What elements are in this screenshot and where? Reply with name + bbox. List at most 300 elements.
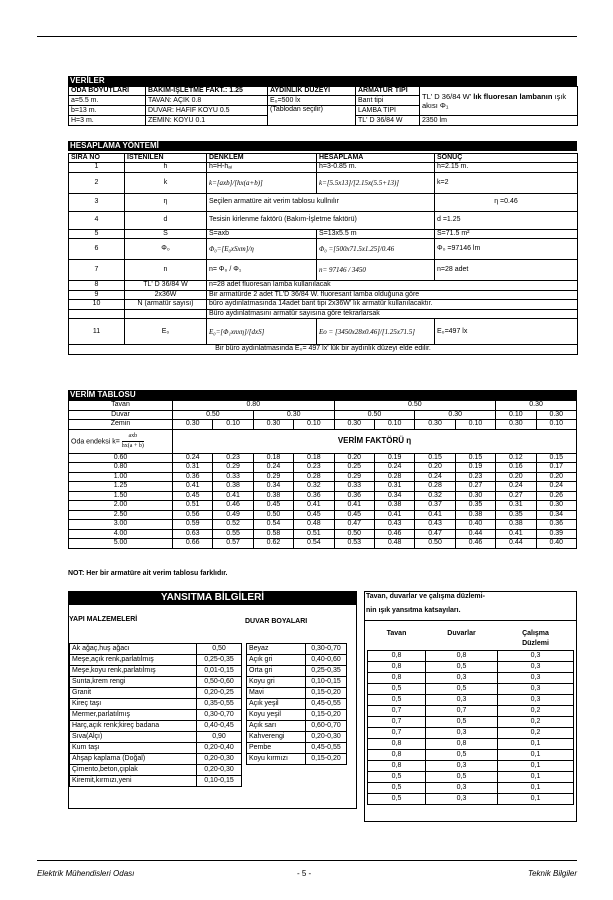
top-rule	[37, 36, 577, 37]
yapi-row	[70, 710, 242, 721]
eta-value: 0.45	[253, 501, 293, 511]
paint-value: 0,15-0,20	[306, 710, 347, 721]
row-no: 11	[69, 319, 125, 345]
hesaplama-title: HESAPLAMA YÖNTEMİ	[68, 141, 577, 151]
hesaplama-table	[68, 153, 578, 355]
material-name: Ahşap kaplama (Doğal)	[70, 754, 197, 765]
katsayi-header: Çalışma	[522, 629, 549, 637]
eta-value: 0.41	[334, 501, 374, 511]
eta-value: 0.49	[213, 510, 253, 520]
katsayi-header: Tavan	[386, 629, 407, 637]
katsayi-value: 0,8	[426, 738, 498, 749]
material-name: Ak ağaç,huş ağacı	[70, 644, 197, 655]
paint-name: Mavi	[247, 688, 306, 699]
material-name: Meşe,koyu renk,parlatılmış	[70, 666, 197, 677]
veriler-title: VERİLER	[68, 76, 577, 86]
eta-value: 0.41	[415, 510, 455, 520]
eta-value: 0.34	[536, 510, 576, 520]
eta-value: 0.33	[334, 482, 374, 492]
room-h: H=3 m.	[69, 116, 146, 126]
katsayi-value: 0,5	[368, 771, 426, 782]
material-name: Kum taşı	[70, 743, 197, 754]
eta-value: 0.44	[496, 539, 536, 549]
row-equation: Seçilen armatüre ait verim tablosu kullnılır	[207, 193, 435, 211]
zemin-value: 0.10	[455, 420, 495, 430]
material-value: 0,20-0,25	[197, 688, 242, 699]
material-value: 0,90	[197, 732, 242, 743]
row-equation: Φ₀=[E₀xSxm]/η	[207, 239, 317, 260]
katsayi-value: 0,1	[498, 738, 574, 749]
katsayi-value: 0,1	[498, 793, 574, 804]
katsayi-row	[368, 650, 574, 661]
katsayi-value: 0,8	[426, 650, 498, 661]
eta-value: 0.53	[334, 539, 374, 549]
row-no: 2	[69, 172, 125, 193]
paint-name: Orta gri	[247, 666, 306, 677]
eta-value: 0.26	[536, 491, 576, 501]
katsayi-value: 0,5	[368, 694, 426, 705]
eta-value: 0.51	[294, 529, 334, 539]
verim-table	[68, 400, 577, 549]
duvar-value: 0.30	[253, 410, 334, 420]
summary-text: Bir büro aydınlatmasında E₀= 497 lx' lük bir aydınlık düzeyi elde edilir.	[69, 345, 578, 355]
row-calc: Eo = [3450x28x0.46]/[1.25x71.5]	[317, 319, 435, 345]
row-result: E₀=497 lx	[435, 319, 578, 345]
eta-value: 0.50	[334, 529, 374, 539]
eta-value: 0.28	[415, 482, 455, 492]
paint-name: Koyu gri	[247, 677, 306, 688]
verim-row	[69, 510, 577, 520]
material-name: Çimento,beton,çıplak	[70, 765, 197, 776]
lamp-type-label: LAMBA TİPİ	[356, 106, 420, 116]
eta-value: 0.24	[374, 463, 414, 473]
katsayi-value: 0,5	[368, 793, 426, 804]
paint-value: 0,40-0,60	[306, 655, 347, 666]
katsayi-row	[368, 694, 574, 705]
eta-value: 0.30	[536, 501, 576, 511]
paint-name: Açık gri	[247, 655, 306, 666]
katsayi-value: 0,3	[426, 694, 498, 705]
katsayi-row	[368, 749, 574, 760]
zemin-value: 0.30	[173, 420, 213, 430]
row-item: η	[125, 193, 207, 211]
yapi-row	[70, 655, 242, 666]
zemin-value: 0.10	[294, 420, 334, 430]
hes-header: SONUÇ	[435, 154, 578, 163]
katsayi-title-2: nin ışık yansıtma katsayıları.	[366, 607, 461, 614]
row-equation: n=28 adet fluoresan lamba kullanılacak	[207, 281, 578, 291]
verim-row	[69, 529, 577, 539]
paint-value: 0,25-0,35	[306, 666, 347, 677]
hes-header: HESAPLAMA	[317, 154, 435, 163]
row-item: E₀	[125, 319, 207, 345]
eta-value: 0.40	[455, 520, 495, 530]
paint-value: 0,60-0,70	[306, 721, 347, 732]
k-value: 4.00	[69, 529, 173, 539]
paint-value: 0,30-0,70	[306, 644, 347, 655]
row-result: n=28 adet	[435, 260, 578, 281]
eta-value: 0.17	[536, 463, 576, 473]
row-no: 1	[69, 163, 125, 173]
katsayi-value: 0,7	[368, 727, 426, 738]
paint-name: Koyu kırmızı	[247, 754, 306, 765]
eta-value: 0.48	[294, 520, 334, 530]
tavan-value: 0.50	[334, 401, 496, 411]
row-calc: k=[5.5x13]/[2.15x(5.5+13)]	[317, 172, 435, 193]
eta-value: 0.24	[496, 482, 536, 492]
eta-value: 0.38	[213, 482, 253, 492]
eta-value: 0.63	[173, 529, 213, 539]
eta-value: 0.23	[213, 453, 253, 463]
row-item: h	[125, 163, 207, 173]
katsayi-header-blank	[368, 639, 426, 650]
bottom-rule	[37, 860, 577, 861]
k-value: 1.25	[69, 482, 173, 492]
boya-row	[247, 732, 347, 743]
yapi-row	[70, 666, 242, 677]
katsayi-row	[368, 661, 574, 672]
verim-row	[69, 453, 577, 463]
duvar-value: 0.50	[334, 410, 415, 420]
verim-faktor-label: VERİM FAKTÖRÜ η	[173, 429, 577, 453]
katsayi-value: 0,3	[498, 683, 574, 694]
katsayi-row	[368, 738, 574, 749]
duvar-label: Duvar	[69, 410, 173, 420]
yapi-row	[70, 677, 242, 688]
eta-value: 0.28	[294, 472, 334, 482]
eta-value: 0.36	[536, 520, 576, 530]
room-a: a=5.5 m.	[69, 96, 146, 106]
yapi-row	[70, 688, 242, 699]
eta-value: 0.27	[455, 482, 495, 492]
tavan-value: 0.80	[173, 401, 335, 411]
eta-value: 0.24	[415, 472, 455, 482]
katsayi-value: 0,5	[426, 683, 498, 694]
oda-den: hx(a + b)	[121, 442, 144, 449]
eta-value: 0.30	[455, 491, 495, 501]
veriler-header: ODA BOYUTLARI	[69, 87, 146, 96]
eta-value: 0.41	[374, 510, 414, 520]
katsayi-value: 0,3	[498, 694, 574, 705]
boya-row	[247, 743, 347, 754]
veriler-table	[68, 86, 578, 126]
yapi-row	[70, 754, 242, 765]
paint-name: Pembe	[247, 743, 306, 754]
row-item: N (armatür sayısı)	[125, 300, 207, 310]
oda-label: Oda endeksi k=	[71, 437, 120, 445]
eta-value: 0.37	[415, 501, 455, 511]
eta-value: 0.45	[294, 510, 334, 520]
eta-value: 0.54	[294, 539, 334, 549]
katsayi-table	[367, 628, 574, 805]
eta-value: 0.19	[374, 453, 414, 463]
row-no: 10	[69, 300, 125, 310]
eta-value: 0.44	[455, 529, 495, 539]
katsayi-value: 0,5	[368, 782, 426, 793]
lamp-type: TL' D 36/84 W	[356, 116, 420, 126]
row-calc: Φ₀ =[500x71.5x1.25]/0.46	[317, 239, 435, 260]
k-value: 5.00	[69, 539, 173, 549]
katsayi-value: 0,3	[498, 661, 574, 672]
row-result: k=2	[435, 172, 578, 193]
boya-row	[247, 677, 347, 688]
material-name: Sunta,krem rengi	[70, 677, 197, 688]
katsayi-row	[368, 705, 574, 716]
boya-table	[246, 643, 347, 765]
material-value: 0,35-0,55	[197, 699, 242, 710]
hes-header: DENKLEM	[207, 154, 317, 163]
eta-value: 0.28	[374, 472, 414, 482]
eta-value: 0.15	[415, 453, 455, 463]
verim-row	[69, 491, 577, 501]
zemin-value: 0.30	[496, 420, 536, 430]
row-equation: büro aydınlatmasında 14adet bant tipi 2x36W' lık armatür kullanılacaktır.	[207, 300, 578, 310]
eta-value: 0.43	[374, 520, 414, 530]
katsayi-row	[368, 716, 574, 727]
row-item: TL' D 36/84 W	[125, 281, 207, 291]
eta-value: 0.46	[374, 529, 414, 539]
eta-value: 0.31	[374, 482, 414, 492]
paint-value: 0,10-0,15	[306, 677, 347, 688]
lamp-flux: 2350 lm	[420, 116, 578, 126]
eta-value: 0.58	[253, 529, 293, 539]
k-value: 1.00	[69, 472, 173, 482]
k-value: 2.00	[69, 501, 173, 511]
eta-value: 0.36	[334, 491, 374, 501]
boya-row	[247, 644, 347, 655]
katsayi-value: 0,5	[426, 771, 498, 782]
boya-row	[247, 688, 347, 699]
row-result: Φ₀ =97146 lm	[435, 239, 578, 260]
material-value: 0,50	[197, 644, 242, 655]
eta-value: 0.41	[496, 529, 536, 539]
material-name: Harç,açık renk;kireç badana	[70, 721, 197, 732]
eta-value: 0.50	[415, 539, 455, 549]
eta-value: 0.38	[253, 491, 293, 501]
eta-value: 0.46	[455, 539, 495, 549]
duvar-value: 0.30	[415, 410, 496, 420]
verim-row	[69, 501, 577, 511]
material-value: 0,30-0,70	[197, 710, 242, 721]
oda-num: axb	[122, 432, 144, 442]
eta-value: 0.38	[496, 520, 536, 530]
katsayi-rule	[364, 620, 577, 621]
boya-row	[247, 666, 347, 677]
katsayi-value: 0,5	[426, 749, 498, 760]
row-equation: Bir armatürde 2 adet TL'D 36/84 W. fluoresant lamba olduğuna göre	[207, 290, 578, 300]
tavan-value: 0.30	[496, 401, 577, 411]
eta-value: 0.29	[334, 472, 374, 482]
eta-value: 0.43	[415, 520, 455, 530]
katsayi-row	[368, 771, 574, 782]
paint-value: 0,15-0,20	[306, 754, 347, 765]
verim-body	[69, 453, 577, 548]
katsayi-value: 0,8	[368, 661, 426, 672]
eta-value: 0.25	[334, 463, 374, 473]
katsayi-header: Düzlemi	[522, 640, 549, 648]
eta-value: 0.39	[536, 529, 576, 539]
row-equation: S=axb	[207, 229, 317, 239]
material-name: Kireç taşı	[70, 699, 197, 710]
eta-value: 0.20	[496, 472, 536, 482]
material-name: Meşe,açık renk,parlatılmış	[70, 655, 197, 666]
zemin-value: 0.10	[374, 420, 414, 430]
eta-value: 0.45	[334, 510, 374, 520]
k-value: 0.60	[69, 453, 173, 463]
katsayi-row	[368, 760, 574, 771]
material-value: 0,20-0,40	[197, 743, 242, 754]
eta-value: 0.38	[455, 510, 495, 520]
boya-row	[247, 754, 347, 765]
eta-value: 0.19	[455, 463, 495, 473]
row-item: k	[125, 172, 207, 193]
katsayi-value: 0,8	[368, 760, 426, 771]
paint-name: Koyu yeşil	[247, 710, 306, 721]
zemin-label: Zemin	[69, 420, 173, 430]
eta-value: 0.66	[173, 539, 213, 549]
row-result: η =0.46	[435, 193, 578, 211]
eta-value: 0.59	[173, 520, 213, 530]
katsayi-header-blank	[426, 639, 498, 650]
duvar-value: 0.30	[536, 410, 576, 420]
material-name: Kiremit,kırmızı,yeni	[70, 776, 197, 787]
eta-value: 0.35	[496, 510, 536, 520]
katsayi-value: 0,2	[498, 727, 574, 738]
verim-row	[69, 463, 577, 473]
row-equation: h=H-hₐᵢ	[207, 163, 317, 173]
katsayi-value: 0,1	[498, 782, 574, 793]
katsayi-row	[368, 793, 574, 804]
footer-right: Teknik Bilgiler	[527, 869, 577, 878]
yapi-row	[70, 765, 242, 776]
k-value: 1.50	[69, 491, 173, 501]
eta-value: 0.50	[253, 510, 293, 520]
material-name: Granit	[70, 688, 197, 699]
verim-row	[69, 539, 577, 549]
boya-row	[247, 710, 347, 721]
eta-value: 0.33	[213, 472, 253, 482]
eta-value: 0.55	[213, 529, 253, 539]
row-item: n	[125, 260, 207, 281]
katsayi-row	[368, 683, 574, 694]
katsayi-value: 0,5	[368, 683, 426, 694]
row-no: 3	[69, 193, 125, 211]
katsayi-value: 0,1	[498, 749, 574, 760]
fixture-type: Bant tipi	[356, 96, 420, 106]
illuminance: E₀=500 lx	[268, 96, 356, 106]
material-value: 0,40-0,45	[197, 721, 242, 732]
eta-value: 0.36	[173, 472, 213, 482]
eta-value: 0.32	[415, 491, 455, 501]
katsayi-value: 0,2	[498, 705, 574, 716]
eta-value: 0.57	[213, 539, 253, 549]
paint-value: 0,45-0,55	[306, 699, 347, 710]
zemin-value: 0.10	[213, 420, 253, 430]
paint-value: 0,15-0,20	[306, 688, 347, 699]
katsayi-value: 0,1	[498, 760, 574, 771]
eta-value: 0.45	[173, 491, 213, 501]
row-no: 7	[69, 260, 125, 281]
paint-name: Açık sarı	[247, 721, 306, 732]
paint-value: 0,20-0,30	[306, 732, 347, 743]
footer-left: Elektrik Mühendisleri Odası	[37, 869, 135, 878]
row-item	[125, 309, 207, 319]
katsayi-value: 0,7	[426, 705, 498, 716]
eta-value: 0.52	[213, 520, 253, 530]
yapi-row	[70, 644, 242, 655]
eta-value: 0.31	[496, 501, 536, 511]
eta-value: 0.62	[253, 539, 293, 549]
katsayi-value: 0,8	[368, 650, 426, 661]
paint-value: 0,45-0,55	[306, 743, 347, 754]
yapi-table	[69, 643, 242, 787]
eta-value: 0.48	[374, 539, 414, 549]
veriler-header: AYDINLIK DÜZEYİ	[268, 87, 356, 96]
yansitma-title: YANSITMA BİLGİLERİ	[68, 591, 357, 605]
row-equation: Tesisin kirlenme faktörü (Bakım-İşletme faktörü)	[207, 211, 435, 229]
material-value: 0,25-0,35	[197, 655, 242, 666]
eta-value: 0.34	[374, 491, 414, 501]
eta-value: 0.41	[213, 491, 253, 501]
katsayi-title-1: Tavan, duvarlar ve çalışma düzlemi-	[366, 593, 485, 600]
room-b: b=13 m.	[69, 106, 146, 116]
row-equation: E₀=[Φ₁xnxη]/[dxS]	[207, 319, 317, 345]
zemin-value: 0.30	[334, 420, 374, 430]
row-calc: h=3-0.85 m.	[317, 163, 435, 173]
material-name: Mermer,parlatılmış	[70, 710, 197, 721]
eta-value: 0.35	[455, 501, 495, 511]
material-value: 0,01-0,15	[197, 666, 242, 677]
verim-note: NOT: Her bir armatüre ait verim tablosu farklıdır.	[68, 570, 228, 577]
yapi-header: YAPI MALZEMELERİ	[69, 616, 138, 623]
paint-name: Açık yeşil	[247, 699, 306, 710]
row-no: 8	[69, 281, 125, 291]
eta-value: 0.41	[173, 482, 213, 492]
hes-header: SIRA NO	[69, 154, 125, 163]
eta-value: 0.27	[496, 491, 536, 501]
verim-row	[69, 472, 577, 482]
katsayi-value: 0,3	[498, 672, 574, 683]
katsayi-value: 0,3	[426, 782, 498, 793]
yapi-row	[70, 732, 242, 743]
paint-name: Kahverengi	[247, 732, 306, 743]
eta-value: 0.20	[415, 463, 455, 473]
row-calc: S=13x5.5 m	[317, 229, 435, 239]
k-value: 3.00	[69, 520, 173, 530]
wall-factor: DUVAR: HAFİF KOYU 0.5	[146, 106, 268, 116]
eta-value: 0.34	[253, 482, 293, 492]
eta-value: 0.12	[496, 453, 536, 463]
katsayi-value: 0,5	[426, 716, 498, 727]
katsayi-row	[368, 782, 574, 793]
zemin-value: 0.30	[415, 420, 455, 430]
tavan-label: Tavan	[69, 401, 173, 411]
katsayi-row	[368, 727, 574, 738]
eta-value: 0.29	[253, 472, 293, 482]
veriler-header: BAKIM-İŞLETME FAKT.: 1.25	[146, 87, 268, 96]
illuminance-note: (Tablodan seçilir)	[268, 106, 356, 126]
row-item: 2x36W	[125, 290, 207, 300]
row-result: S=71.5 m²	[435, 229, 578, 239]
katsayi-value: 0,5	[426, 661, 498, 672]
boya-row	[247, 655, 347, 666]
eta-value: 0.24	[253, 463, 293, 473]
katsayi-value: 0,3	[426, 793, 498, 804]
katsayi-value: 0,8	[368, 749, 426, 760]
eta-value: 0.15	[536, 453, 576, 463]
katsayi-value: 0,8	[368, 672, 426, 683]
row-item: Φ₀	[125, 239, 207, 260]
